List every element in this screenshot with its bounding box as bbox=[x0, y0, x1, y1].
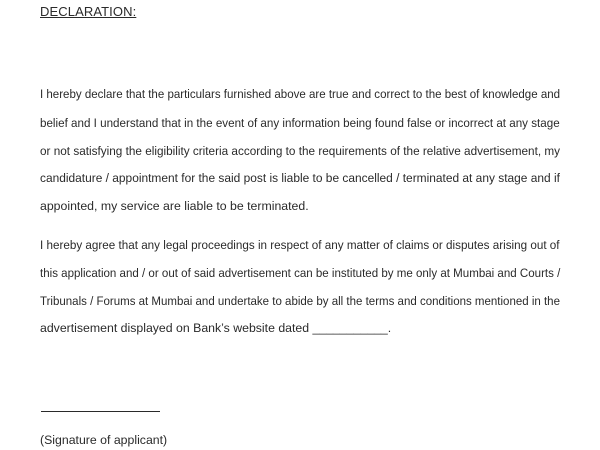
paragraph2-line-1: I hereby agree that any legal proceedings in respect of any matter of claims or disputes arising out of bbox=[40, 238, 560, 252]
declaration-heading: DECLARATION: bbox=[40, 4, 137, 19]
paragraph1-line-5: appointed, my service are liable to be terminated. bbox=[40, 199, 309, 213]
paragraph1-line-1: I hereby declare that the particulars furnished above are true and correct to the best of knowledge and bbox=[40, 87, 561, 101]
paragraph1-line-2: belief and I understand that in the event of any information being found false or incorrect at any stage bbox=[40, 116, 560, 130]
paragraph1-line-3: or not satisfying the eligibility criteria according to the requirements of the relative advertisement, my bbox=[40, 144, 561, 158]
signature-caption: (Signature of applicant) bbox=[40, 433, 168, 447]
paragraph2-line-4: advertisement displayed on Bank’s website dated ___________. bbox=[40, 321, 392, 335]
paragraph1-line-4: candidature / appointment for the said post is liable to be cancelled / terminated at any stage and if bbox=[40, 171, 560, 185]
paragraph2-line-3: Tribunals / Forums at Mumbai and undertake to abide by all the terms and conditions mentioned in the bbox=[40, 294, 560, 308]
signature-line bbox=[41, 411, 160, 412]
paragraph2-line-2: this application and / or out of said advertisement can be instituted by me only at Mumbai and Courts / bbox=[40, 266, 561, 280]
